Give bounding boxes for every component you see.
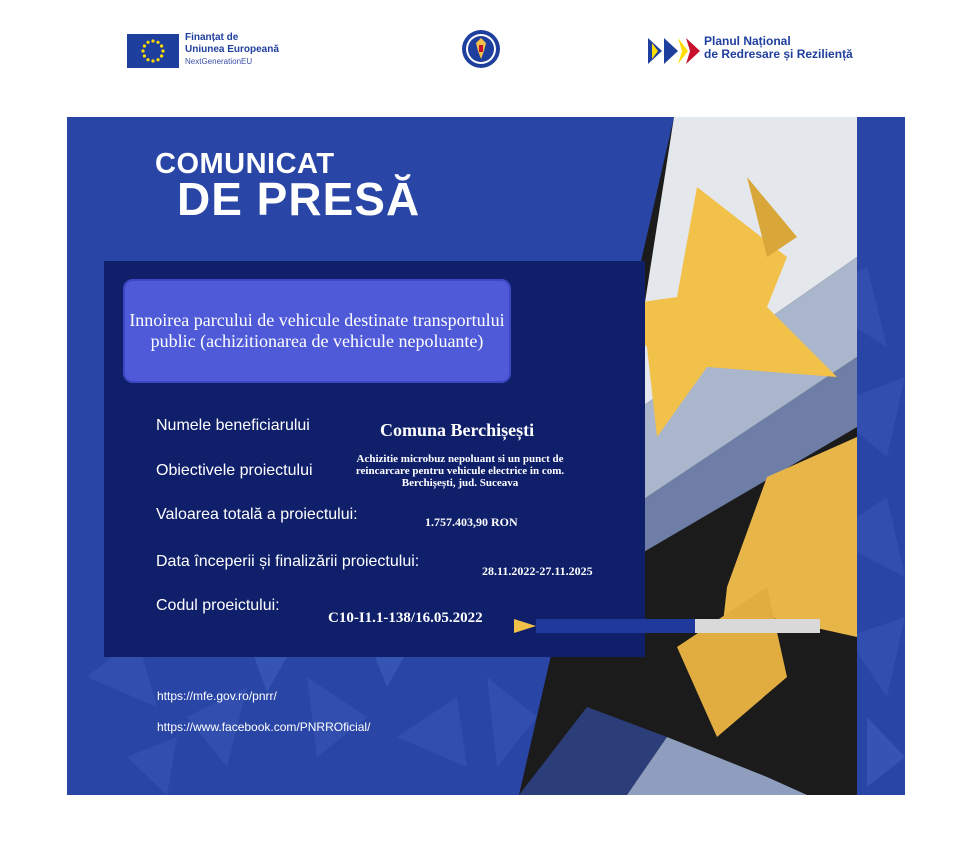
- press-release-poster: [67, 117, 905, 795]
- pnrr-logo-line1: Planul Național: [704, 34, 791, 48]
- project-title-banner: [123, 279, 511, 383]
- project-title: Innoirea parcului de vehicule destinate transportului public (achizitionarea de vehicule nepoluante): [129, 310, 505, 351]
- total-value-value: 1.757.403,90 RON: [425, 515, 518, 529]
- objectives-value: Achizitie microbuz nepoluant si un punct de reincarcare pentru vehicule electrice in com. Berchișești, jud. Suceava: [355, 453, 565, 489]
- pnrr-flag-arrows-icon: [648, 36, 700, 66]
- title-line1: COMUNICAT: [155, 148, 335, 180]
- beneficiary-value: Comuna Berchișești: [380, 420, 535, 440]
- mfe-link[interactable]: https://mfe.gov.ro/pnrr/: [157, 689, 277, 703]
- facebook-link[interactable]: https://www.facebook.com/PNRROficial/: [157, 720, 371, 734]
- total-value-label: Valoarea totală a proiectului:: [156, 506, 358, 523]
- eu-flag-icon: [127, 34, 179, 68]
- romania-government-seal-icon: [461, 29, 501, 69]
- code-value: C10-I1.1-138/16.05.2022: [328, 610, 483, 626]
- pnrr-logo: [648, 34, 878, 68]
- pnrr-logo-text: [704, 35, 853, 61]
- dates-value: 28.11.2022-27.11.2025: [482, 564, 593, 578]
- progress-fill: [536, 619, 695, 633]
- code-label: Codul proeictului:: [156, 597, 280, 614]
- eu-logo-text: [185, 32, 279, 68]
- eu-funding-logo: [127, 32, 297, 72]
- progress-arrow-icon: [514, 619, 536, 633]
- progress-bar: [514, 619, 820, 633]
- title-line2: DE PRESĂ: [177, 173, 421, 225]
- pnrr-logo-line2: de Redresare și Reziliență: [704, 47, 853, 61]
- beneficiary-label: Numele beneficiarului: [156, 417, 310, 434]
- eu-logo-line3: NextGenerationEU: [185, 57, 253, 66]
- eu-logo-line1: Finanțat de: [185, 32, 239, 43]
- objectives-label: Obiectivele proiectului: [156, 462, 313, 479]
- eu-logo-line2: Uniunea Europeană: [185, 44, 279, 55]
- project-info-box: [104, 261, 645, 657]
- dates-label: Data începerii și finalizării proiectului:: [156, 553, 420, 570]
